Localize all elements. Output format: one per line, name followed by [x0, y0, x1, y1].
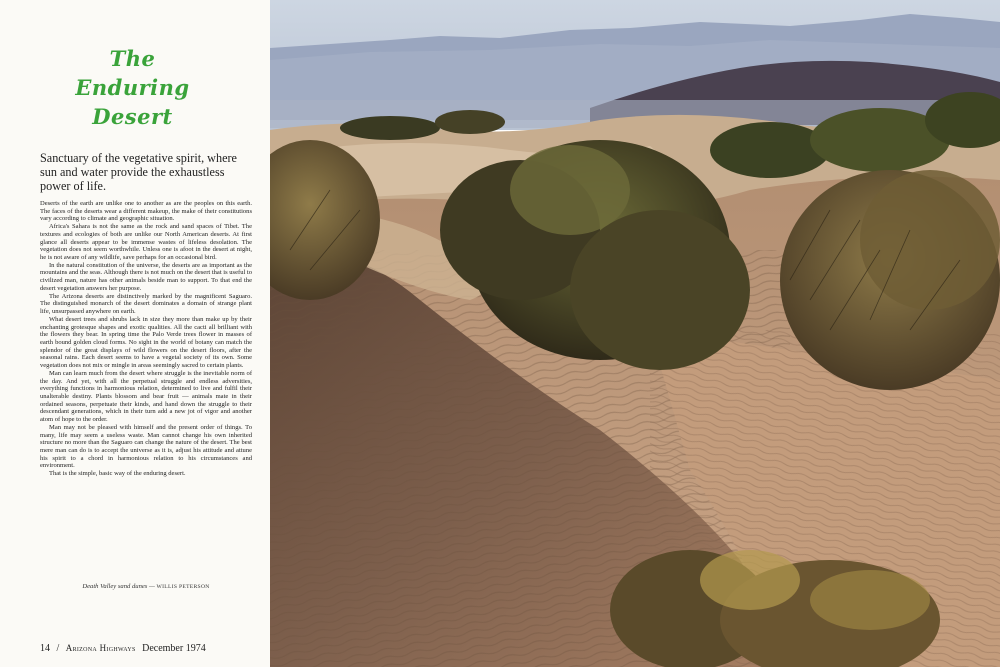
paragraph: That is the simple, basic way of the enduring desert. — [49, 470, 186, 478]
magazine-name: Arizona Highways — [65, 643, 136, 653]
paragraph: The Arizona deserts are distinctively marked by the magnificent Saguaro. The distinguished monarch of the desert dominates a domain of strange plant life, unsurpassed anywhere on earth. — [40, 292, 252, 316]
paragraph: Man may not be pleased with himself and the present order of things. To many, life may seem a useless waste. Man cannot change his own inherited structure no more than the Saguaro can change the nature of the desert. The best mere man can do is to accept the universe as it is, adjust his attitude and attune his spirit to a chord in harmonious relation to his circumstances and environment. — [40, 423, 252, 470]
paragraph: What desert trees and shrubs lack in size they more than make up by their enchanting grotesque shapes and exotic qualities. All the cacti all brilliant with the flowers they bear. In spring time the Palo Verde trees flower in masses of earth bound golden cloud forms. No sight in the world of botany can match the splendor of the great displays of wild flowers on the desert floors, after the seasonal rains. Each desert seems to have a vegetal society of its own. Some vegetation does not mix or mingle in areas seemingly sacred to certain plants. — [40, 315, 252, 370]
desert-photograph — [270, 0, 1000, 667]
paragraph: In the natural constitution of the universe, the deserts are as important as the mountains and the seas. Although there is not much on the desert that is useful to civilized man, nature has other animals beside man to support. To that end the desert vegetation answers her purpose. — [40, 261, 253, 292]
paragraph: Deserts of the earth are unlike one to another as are the peoples on this earth. The faces of the deserts wear a different makeup, the make of their constitutions vary according to climate and geographic situation. — [40, 200, 252, 223]
article-body — [40, 200, 252, 478]
article-subtitle: Sanctuary of the vegetative spirit, where sun and water provide the exhaustless power of life. — [40, 151, 237, 193]
title-line-3: Desert — [92, 104, 173, 129]
folio-separator: / — [56, 643, 60, 654]
title-line-1: The — [109, 46, 156, 71]
issue-date: December 1974 — [142, 643, 206, 654]
article-title — [60, 44, 205, 131]
photo-credit: WILLIS PETERSON — [156, 584, 210, 590]
page-footer — [40, 643, 260, 654]
paragraph: Africa's Sahara is not the same as the rock and sand spaces of Tibet. The textures and ecologies of both are unlike our North American deserts. At first glance all deserts appear to be immense wastes of lifeless desolation. The vegetation does not seem worthwhile. Unless one is afoot in the desert at night, he is not aware of any wildlife, save perhaps for an occasional bird. — [40, 223, 252, 262]
title-line-2: Enduring — [75, 75, 190, 100]
paragraph: Man can learn much from the desert where struggle is the inevitable norm of the day. And yet, with all the perpetual struggle and endless adversities, everything functions in harmonious relation, determined to live and fulfil their unalterable destiny. Plants blossom and bear fruit — animals mate in their ordained seasons, perpetuate their kinds, and hand down the struggle to their descendant generations, which in their turn add a new jot of vigor and another atom of hope to the order. — [40, 369, 252, 424]
text-page — [0, 0, 270, 667]
page-number: 14 — [40, 643, 50, 654]
caption-text: Death Valley sand dunes — — [82, 583, 157, 590]
sand-dune-photo-image — [270, 0, 1000, 667]
photo-caption — [40, 583, 252, 590]
